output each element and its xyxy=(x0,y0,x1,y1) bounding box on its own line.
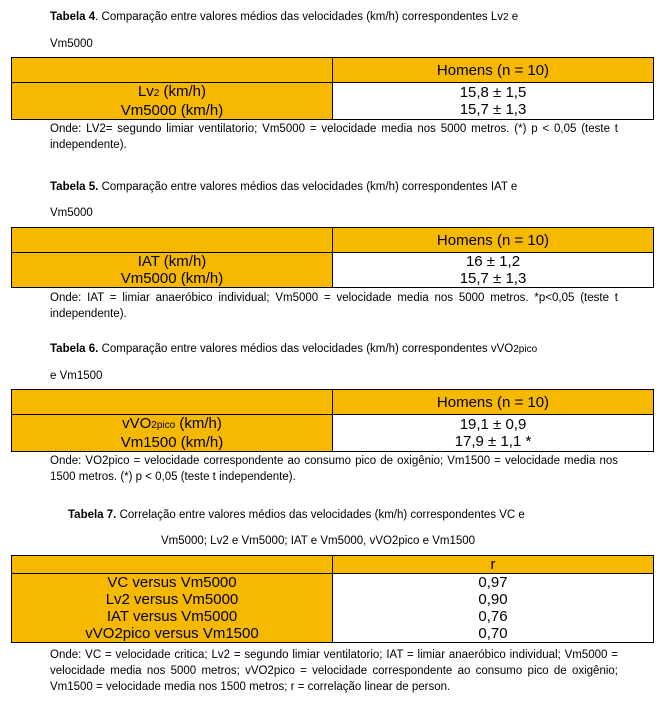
table4-header: Homens (n = 10) xyxy=(333,58,654,83)
table6-header: Homens (n = 10) xyxy=(333,390,654,415)
table7-label-lv2: Lv2 versus Vm5000 xyxy=(105,591,239,608)
table7-header-empty xyxy=(12,556,333,574)
table4-row-values xyxy=(333,83,654,120)
table4 xyxy=(11,57,654,120)
table4-note: Onde: LV2= segundo limiar ventilatorio; Vm5000 = velocidade media nos 5000 metros. (*) p < 0,05 (teste t independente). xyxy=(50,123,618,151)
table5 xyxy=(11,227,654,288)
table6-label-vm1500: Vm1500 (km/h) xyxy=(120,434,224,451)
table5-row-labels xyxy=(12,253,333,288)
table6-label-vvo2pico: vVO2pico (km/h) xyxy=(122,415,222,432)
table7-value-vvo2pico: 0,70 xyxy=(478,625,508,642)
table6-title-text: Comparação entre valores médios das velocidades (km/h) correspondentes vVO xyxy=(98,343,514,355)
table6-title-line2: e Vm1500 xyxy=(50,370,103,382)
table6-header-empty xyxy=(12,390,333,415)
table7-row-values xyxy=(333,574,654,643)
table4-caption xyxy=(50,4,518,57)
table7-note: Onde: VC = velocidade critica; Lv2 = segundo limiar ventilatorio; IAT = limiar anaeróbico individual; Vm5000 = velocidade media nos 5000 metros; vVO2pico = velocidade correspondente ao consumo pico de oxigênio; Vm1500 = velocidade media nos 1500 metros; r = correlação linear de person. xyxy=(50,649,618,693)
table4-title-tail: e xyxy=(508,11,519,23)
table7-title-text: Correlação entre valores médios das velocidades (km/h) correspondentes VC e xyxy=(116,509,525,521)
table6 xyxy=(11,389,654,452)
table7-value-lv2: 0,90 xyxy=(478,591,508,608)
table5-header-empty xyxy=(12,228,333,253)
table6-title-sub: 2pico xyxy=(513,344,538,355)
table5-value-vm5000: 15,7 ± 1,3 xyxy=(459,270,527,287)
table4-value-lv2: 15,8 ± 1,5 xyxy=(459,84,527,101)
table7-label-iat: IAT versus Vm5000 xyxy=(106,608,238,625)
table7-value-iat: 0,76 xyxy=(478,608,508,625)
table4-title-label: Tabela 4 xyxy=(50,11,96,23)
table5-value-iat: 16 ± 1,2 xyxy=(465,253,521,270)
table5-note: Onde: IAT = limiar anaeróbico individual; Vm5000 = velocidade media nos 5000 metros. *p<0,05 (teste t independente). xyxy=(50,292,618,320)
table7-caption xyxy=(68,502,628,554)
table4-title-sub: 2 xyxy=(502,12,509,23)
table4-row-labels xyxy=(12,83,333,120)
table6-note: Onde: VO2pico = velocidade correspondente ao consumo pico de oxigênio; Vm1500 = velocidade media nos 1500 metros. (*) p < 0,05 (teste t independente). xyxy=(50,455,618,483)
table4-value-vm5000: 15,7 ± 1,3 xyxy=(459,101,527,118)
table5-label-vm5000: Vm5000 (km/h) xyxy=(120,270,224,287)
table4-label-lv2: Lv2 (km/h) xyxy=(137,83,207,100)
table7-label-vvo2pico: vVO2pico versus Vm1500 xyxy=(85,625,259,642)
table6-value-vm1500: 17,9 ± 1,1 * xyxy=(454,433,532,450)
table6-row-values xyxy=(333,415,654,452)
table5-row-values xyxy=(333,253,654,288)
table6-caption xyxy=(50,336,537,389)
table7-header: r xyxy=(333,556,654,574)
table4-title-line2: Vm5000 xyxy=(50,38,93,50)
table6-title-label: Tabela 6. xyxy=(50,343,99,355)
table7-row-labels xyxy=(12,574,333,643)
table5-title-label: Tabela 5. xyxy=(50,181,99,193)
table6-row-labels xyxy=(12,415,333,452)
table7-title-line2: Vm5000; Lv2 e Vm5000; IAT e Vm5000, vVO2pico e Vm1500 xyxy=(160,535,476,547)
table6-value-vvo2pico: 19,1 ± 0,9 xyxy=(459,416,527,433)
table7 xyxy=(11,555,654,643)
table5-title-line2: Vm5000 xyxy=(50,207,93,219)
table4-label-vm5000: Vm5000 (km/h) xyxy=(120,102,224,119)
table4-title-text: . Comparação entre valores médios das velocidades (km/h) correspondentes Lv xyxy=(95,11,503,23)
table5-label-iat: IAT (km/h) xyxy=(137,253,207,270)
table5-caption xyxy=(50,174,517,226)
table4-header-empty xyxy=(12,58,333,83)
table7-label-vc: VC versus Vm5000 xyxy=(107,574,237,591)
table5-title-text: Comparação entre valores médios das velocidades (km/h) correspondentes IAT e xyxy=(98,181,518,193)
table7-title-label: Tabela 7. xyxy=(68,509,117,521)
table7-value-vc: 0,97 xyxy=(478,574,508,591)
table5-header: Homens (n = 10) xyxy=(333,228,654,253)
